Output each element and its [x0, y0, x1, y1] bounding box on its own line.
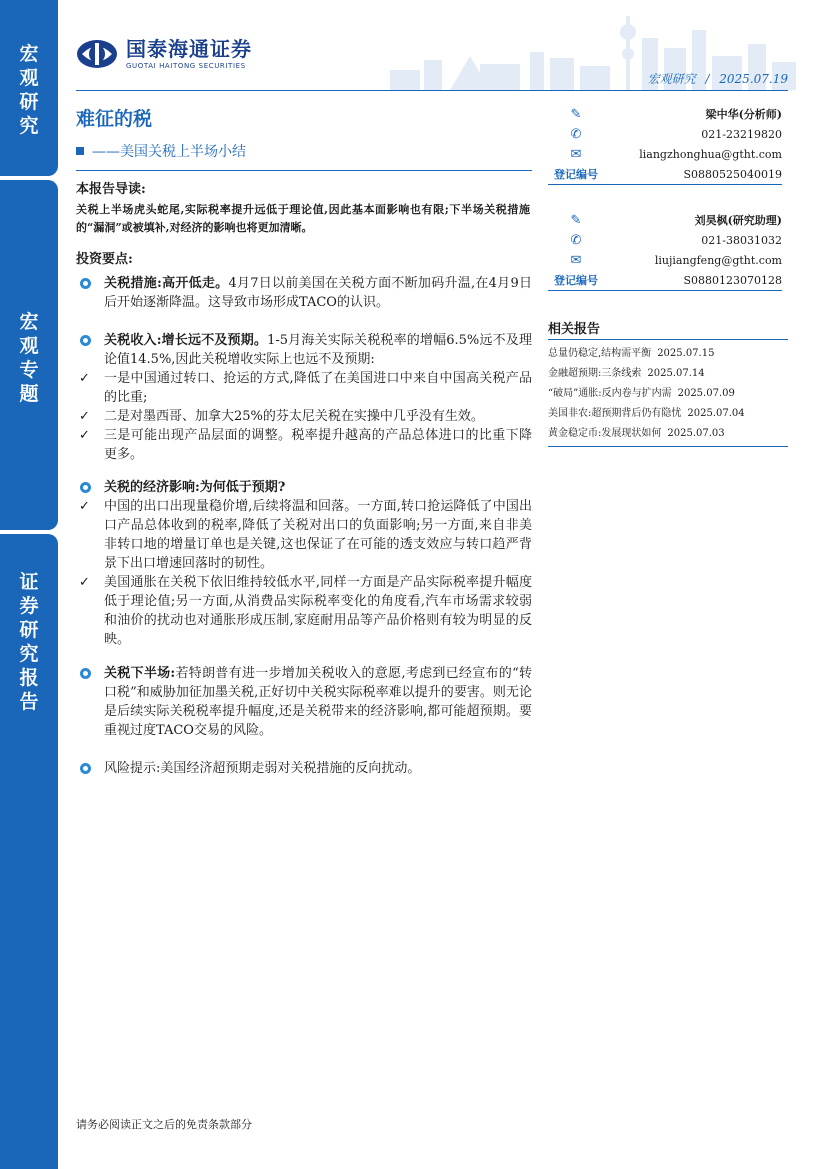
- tab-char: 研: [19, 91, 39, 113]
- report-date: 2025.07.19: [719, 72, 788, 86]
- list-item: 三是可能出现产品层面的调整。税率提升越高的产品总体进口的比重下降更多。: [104, 428, 532, 462]
- sidebar-tab-macro-topic: [0, 180, 58, 530]
- point-text: 风险提示:美国经济超预期走弱对关税措施的反向扰动。: [104, 761, 421, 776]
- point-risk-warning: [76, 759, 532, 778]
- analyst-card-1: [548, 104, 782, 185]
- related-report-date: 2025.07.14: [647, 368, 705, 379]
- guide-text: 关税上半场虎头蛇尾,实际税率提升远低于理论值,因此基本面影响也有限;下半场关税措施的“漏洞”或被填补,对经济的影响也将更加清晰。: [76, 203, 530, 234]
- analyst-divider: [548, 184, 782, 185]
- analyst-divider: [548, 290, 782, 291]
- guide-heading: 本报告导读:: [76, 182, 146, 197]
- square-bullet-icon: [76, 147, 84, 155]
- point-text: 1-5月海关实际关税税率的增幅6.5%远不及理论值14.5%,因此关税增收实际上也远不及预期:: [104, 333, 532, 367]
- tab-char: 观: [19, 67, 39, 89]
- tab-char: 究: [19, 115, 39, 137]
- point-title: 关税下半场:: [104, 666, 176, 681]
- check-icon: ✓: [79, 409, 90, 424]
- page-title: 难征的税: [76, 108, 153, 130]
- analyst-phone: 021-23219820: [701, 127, 782, 141]
- related-reports-list: [548, 344, 788, 444]
- check-icon: ✓: [79, 499, 90, 514]
- tab-char: 宏: [19, 43, 39, 65]
- related-report-title: “破局”通胀:反内卷与扩内需: [548, 388, 672, 399]
- logo-english-name: GUOTAI HAITONG SECURITIES: [126, 62, 246, 70]
- related-report-date: 2025.07.09: [677, 388, 735, 399]
- related-report-item[interactable]: [548, 404, 788, 424]
- pen-icon: ✎: [570, 212, 582, 228]
- check-icon: ✓: [79, 428, 90, 443]
- related-report-item[interactable]: [548, 364, 788, 384]
- pen-icon: ✎: [570, 106, 582, 122]
- point-second-half: [76, 664, 532, 740]
- mail-icon: ✉: [570, 146, 582, 162]
- point-tariff-measures: [76, 274, 532, 312]
- header-divider: [76, 90, 788, 91]
- circle-bullet-icon: [80, 335, 91, 346]
- tab-char: 专: [19, 359, 39, 381]
- list-item: 中国的出口出现量稳价增,后续将温和回落。一方面,转口抢运降低了中国出口产品总体收到的税率,降低了关税对出口的负面影响;另一方面,来自非美非转口地的增量订单也是关键,这也保证了在可能的透支效应与转口趋严背景下出口增速回落时的韧性。: [104, 499, 532, 571]
- related-report-title: 总量仍稳定,结构需平衡: [548, 348, 652, 359]
- related-report-item[interactable]: [548, 424, 788, 444]
- analyst-name: 刘昊枫(研究助理): [694, 214, 782, 227]
- tab-char: 宏: [19, 311, 39, 333]
- point-text: 若特朗普有进一步增加关税收入的意愿,考虑到已经宣布的“转口税”和威胁加征加墨关税,正好切中关税实际税率难以提升的要害。则无论是后续实际关税税率提升幅度,还是关税带来的经济影响,都可能超预期。要重视过度TACO交易的风险。: [104, 666, 532, 738]
- tab-char: 观: [19, 335, 39, 357]
- tab-char: 究: [19, 643, 39, 665]
- analyst-email[interactable]: liujiangfeng@gtht.com: [654, 253, 782, 267]
- company-logo: [76, 38, 252, 70]
- subtitle-text: ——美国关税上半场小结: [92, 144, 246, 160]
- registration-number: S0880123070128: [683, 273, 782, 287]
- sidebar-tab-macro-research: [0, 0, 58, 176]
- related-reports-heading: 相关报告: [548, 322, 601, 337]
- point-economic-impact: [76, 478, 532, 649]
- report-category: 宏观研究: [647, 72, 696, 86]
- point-tariff-revenue: [76, 331, 532, 464]
- page-subtitle: [76, 141, 246, 161]
- point-title: 关税措施:高开低走。: [104, 276, 229, 291]
- check-icon: ✓: [79, 371, 90, 386]
- point-text: 4月7日以前美国在关税方面不断加码升温,在4月9日后开始逐渐降温。这导致市场形成TACO的认识。: [104, 276, 532, 310]
- check-icon: ✓: [79, 575, 90, 590]
- logo-mark-icon: [76, 39, 118, 69]
- list-item: 美国通胀在关税下依旧维持较低水平,同样一方面是产品实际税率提升幅度低于理论值;另一方面,从消费品实际税率变化的角度看,汽车市场需求较弱和油价的扰动也对通胀形成压制,家庭耐用品等产品价格则有较为明显的反映。: [104, 575, 532, 647]
- list-item: 二是对墨西哥、加拿大25%的芬太尼关税在实操中几乎没有生效。: [104, 409, 484, 424]
- tab-char: 券: [19, 595, 39, 617]
- analyst-email[interactable]: liangzhonghua@gtht.com: [639, 147, 782, 161]
- tab-char: 题: [19, 383, 39, 405]
- registration-label: 登记编号: [554, 168, 598, 181]
- circle-bullet-icon: [80, 668, 91, 679]
- analyst-card-2: [548, 210, 782, 291]
- meta-separator: /: [705, 72, 710, 86]
- tab-char: 告: [19, 691, 39, 713]
- related-report-item[interactable]: [548, 384, 788, 404]
- related-report-date: 2025.07.15: [657, 348, 715, 359]
- point-title: 关税的经济影响:为何低于预期?: [104, 480, 286, 495]
- tab-char: 报: [19, 667, 39, 689]
- logo-chinese-name: 国泰海通证券: [126, 37, 252, 61]
- related-report-date: 2025.07.04: [687, 408, 745, 419]
- disclaimer-footer: 请务必阅读正文之后的免责条款部分: [76, 1118, 252, 1131]
- registration-number: S0880525040019: [683, 167, 782, 181]
- related-report-title: 金融超预期:三条线索: [548, 368, 642, 379]
- phone-icon: ✆: [570, 232, 582, 248]
- sidebar-tab-securities-report: [0, 534, 58, 1169]
- tab-char: 证: [19, 571, 39, 593]
- header-meta: [642, 70, 788, 87]
- points-heading: 投资要点:: [76, 252, 133, 267]
- related-report-title: 黄金稳定币:发展现状如何: [548, 428, 662, 439]
- point-title: 关税收入:增长远不及预期。: [104, 333, 268, 348]
- analyst-name: 梁中华(分析师): [705, 108, 782, 121]
- circle-bullet-icon: [80, 763, 91, 774]
- related-bottom-divider: [548, 446, 788, 447]
- related-report-date: 2025.07.03: [667, 428, 725, 439]
- mail-icon: ✉: [570, 252, 582, 268]
- registration-label: 登记编号: [554, 274, 598, 287]
- related-report-item[interactable]: [548, 344, 788, 364]
- circle-bullet-icon: [80, 482, 91, 493]
- analyst-phone: 021-38031032: [701, 233, 782, 247]
- circle-bullet-icon: [80, 278, 91, 289]
- related-divider: [548, 339, 788, 340]
- list-item: 一是中国通过转口、抢运的方式,降低了在美国进口中来自中国高关税产品的比重;: [104, 371, 532, 405]
- tab-char: 研: [19, 619, 39, 641]
- phone-icon: ✆: [570, 126, 582, 142]
- title-divider: [76, 170, 532, 171]
- related-report-title: 美国非农:超预期背后仍有隐忧: [548, 408, 682, 419]
